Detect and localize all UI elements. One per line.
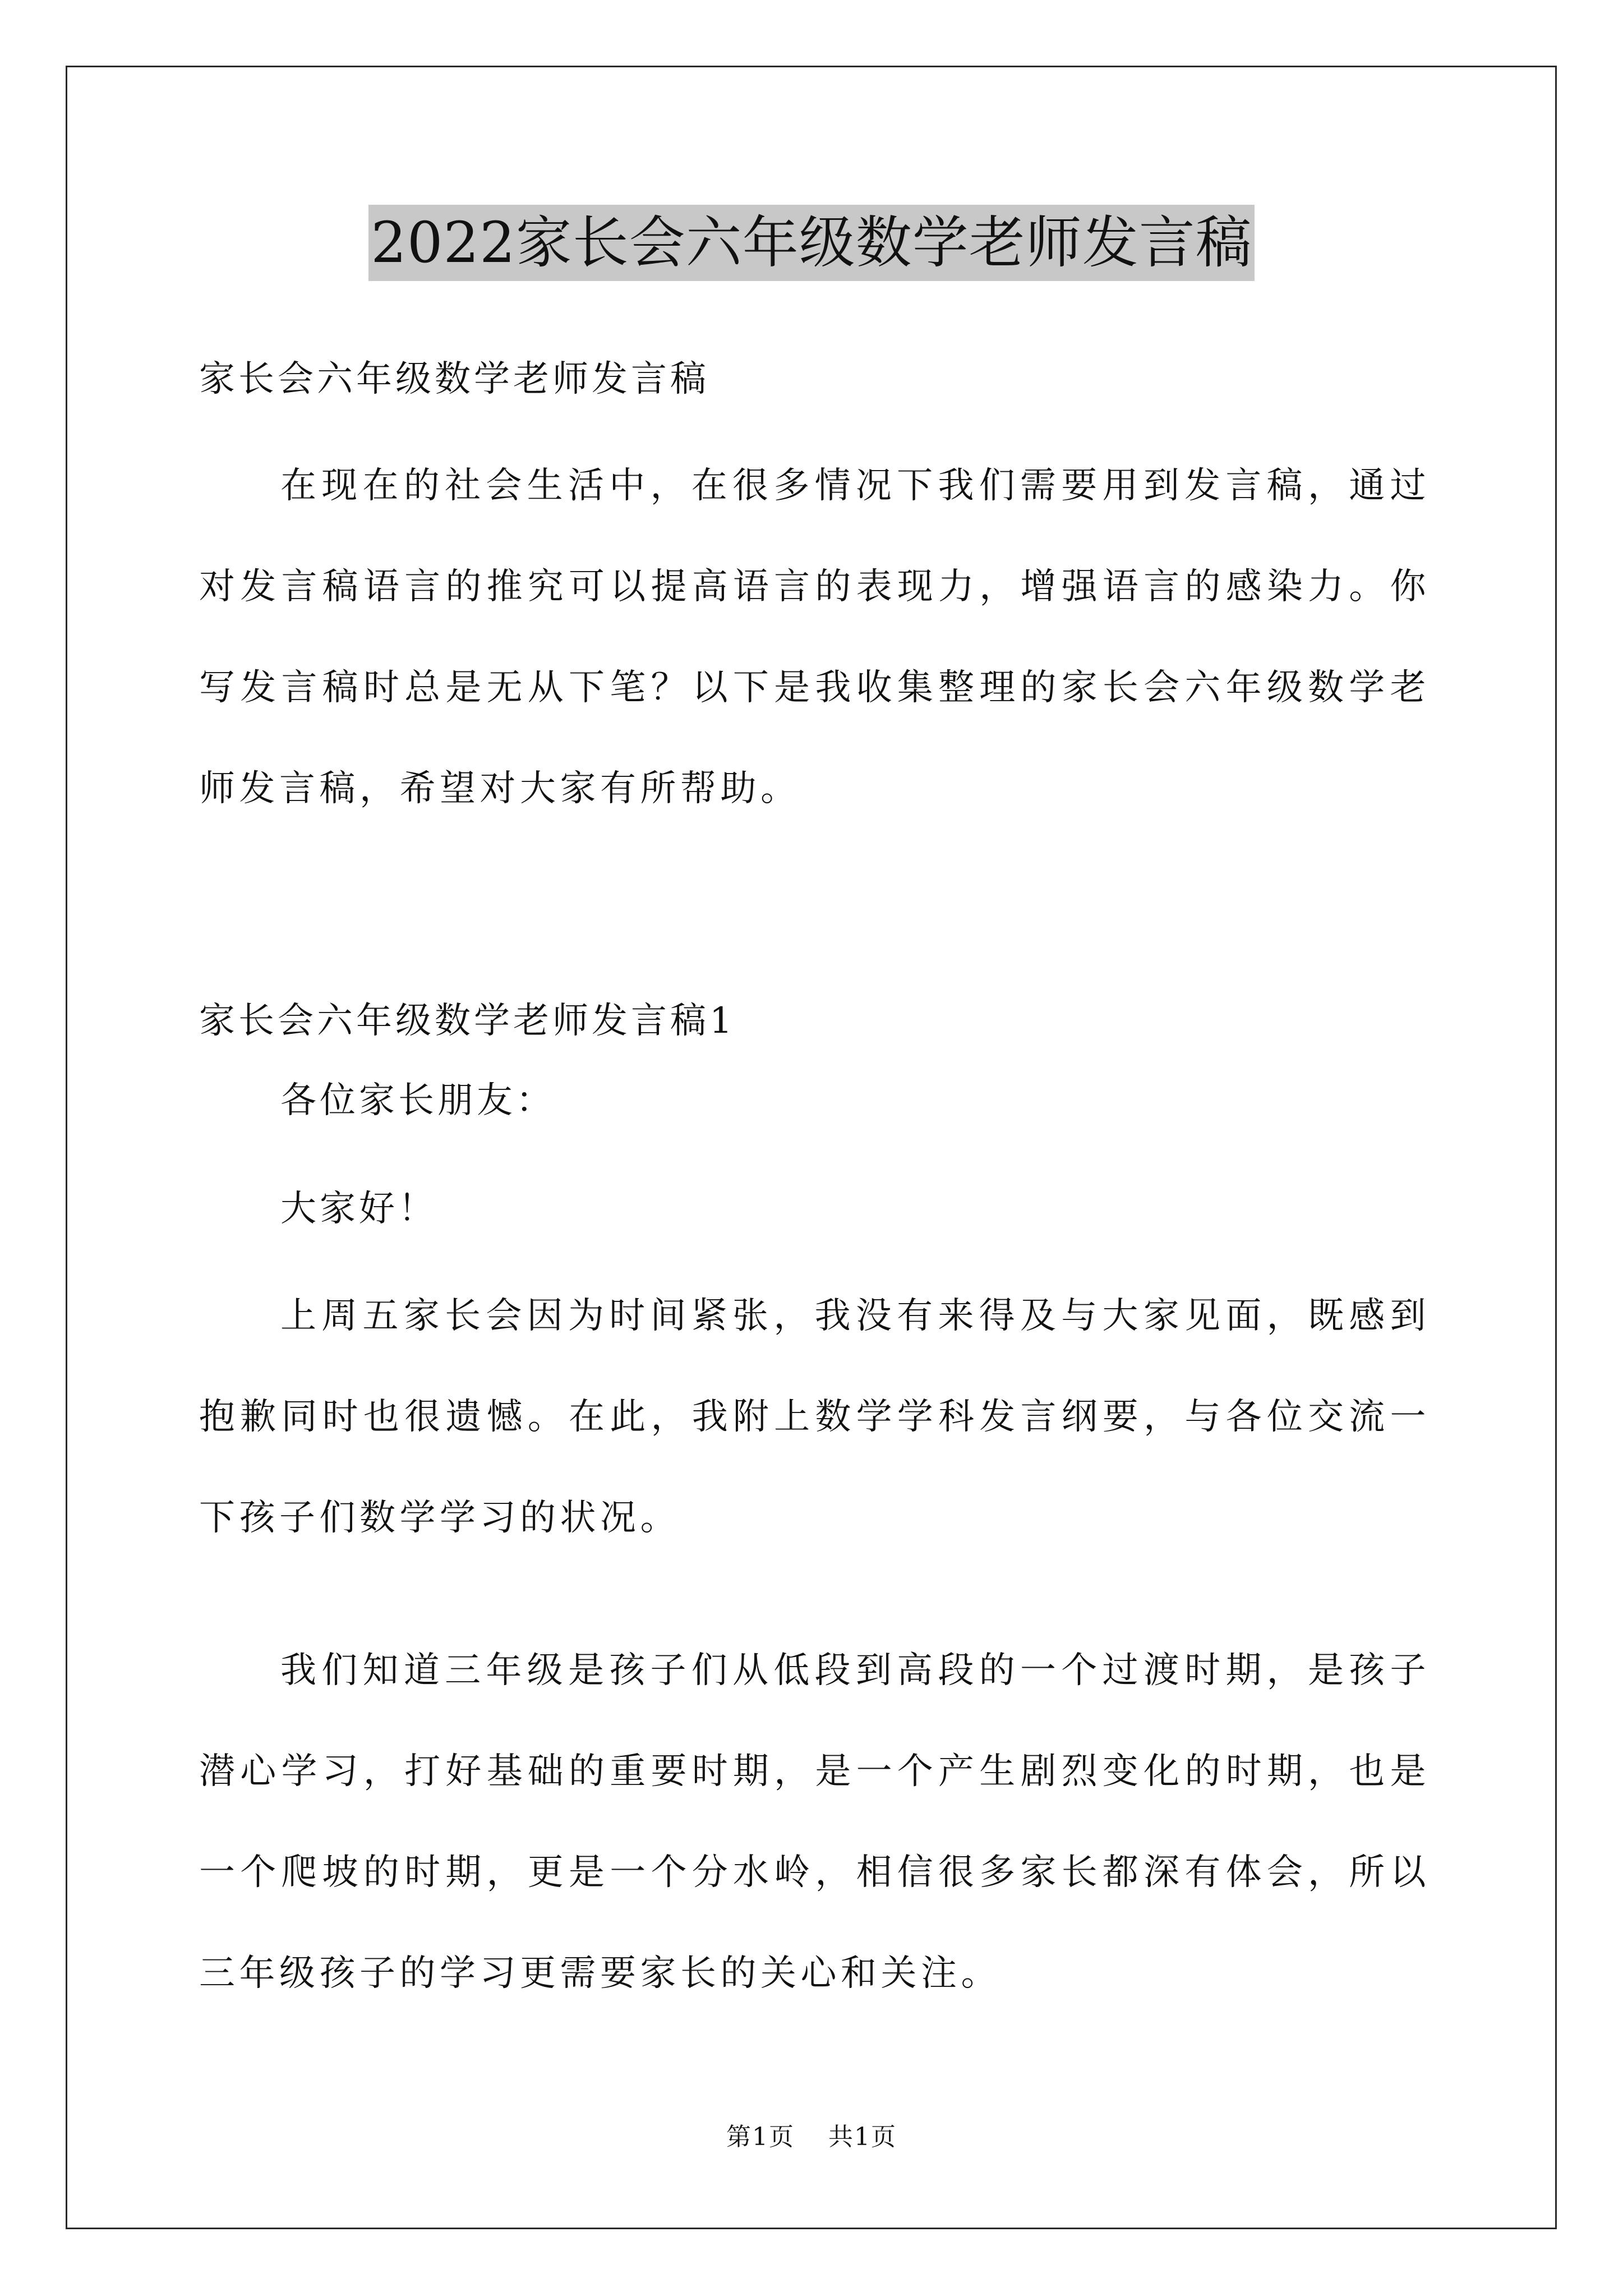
page-total: 共1页: [828, 2123, 897, 2151]
salutation-line: 大家好！: [280, 1188, 437, 1230]
page-number: 第1页: [726, 2123, 795, 2151]
title-container: [0, 205, 1623, 281]
body-paragraph-2: 我们知道三年级是孩子们从低段到高段的一个过渡时期，是孩子潜心学习，打好基础的重要时期，是一个产生剧烈变化的时期，也是一个爬坡的时期，更是一个分水岭，相信很多家长都深有体会，所以三年级孩子的学习更需要家长的关心和关注。: [199, 1650, 1430, 1994]
page-footer: [0, 2120, 1623, 2154]
document-title: 2022家长会六年级数学老师发言稿: [368, 205, 1255, 281]
body-paragraph-1: 上周五家长会因为时间紧张，我没有来得及与大家见面，既感到抱歉同时也很遗憾。在此，我附上数学学科发言纲要，与各位交流一下孩子们数学学习的状况。: [199, 1295, 1430, 1539]
subtitle: 家长会六年级数学老师发言稿: [199, 358, 709, 400]
section-heading: 家长会六年级数学老师发言稿1: [199, 1000, 736, 1042]
greeting-line: 各位家长朋友：: [280, 1080, 555, 1121]
intro-paragraph: 在现在的社会生活中，在很多情况下我们需要用到发言稿，通过对发言稿语言的推究可以提高语言的表现力，增强语言的感染力。你写发言稿时总是无从下笔？以下是我收集整理的家长会六年级数学老师发言稿，希望对大家有所帮助。: [199, 465, 1430, 809]
